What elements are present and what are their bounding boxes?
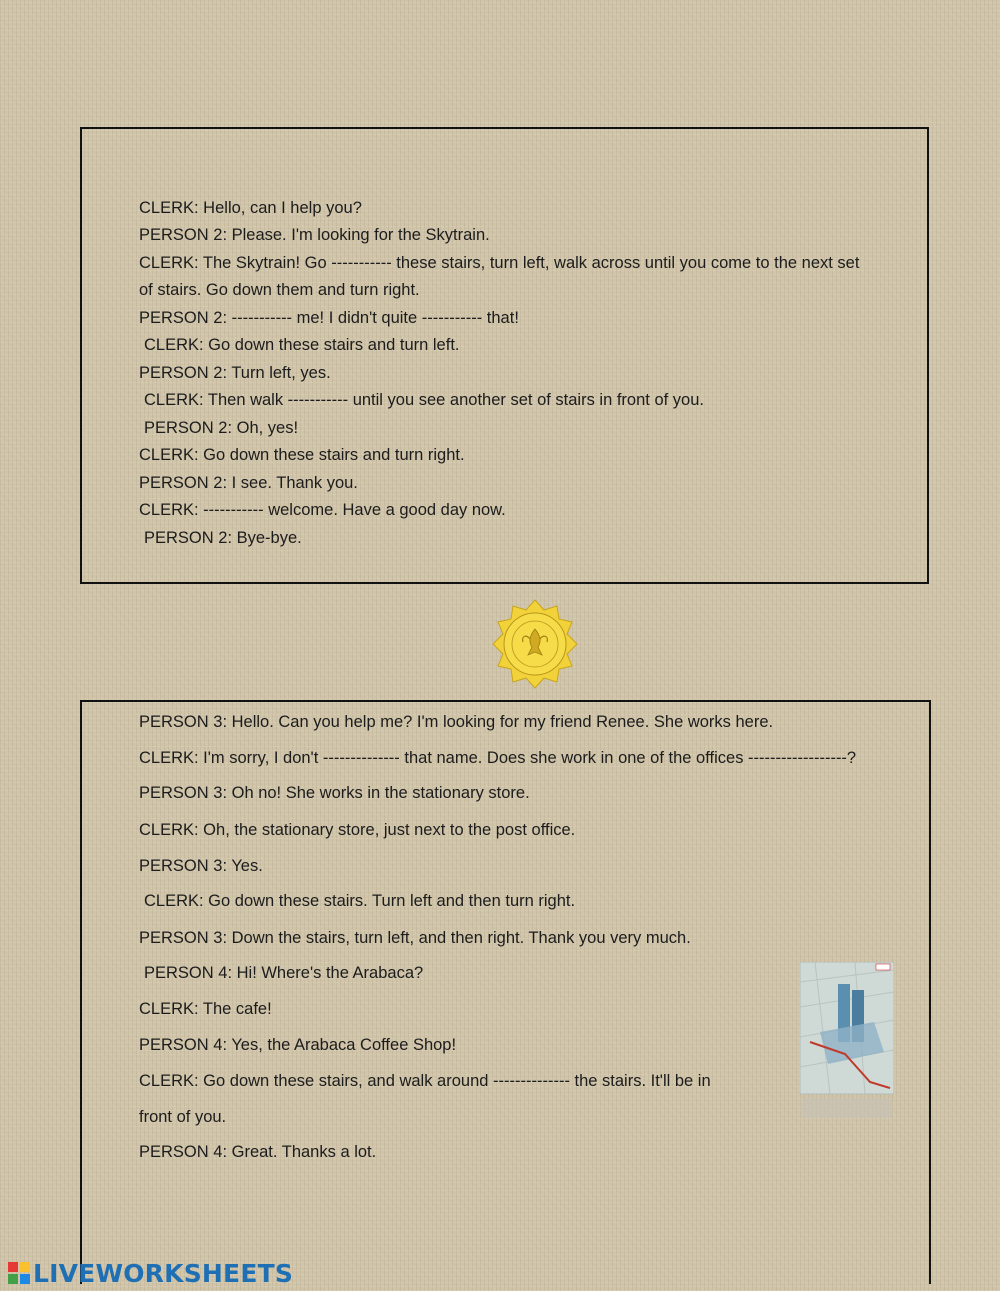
dialogue-line: PERSON 2: Bye-bye.: [144, 529, 302, 547]
liveworksheets-logo: [8, 1258, 293, 1288]
dialogue-line: PERSON 4: Hi! Where's the Arabaca?: [144, 964, 424, 982]
logo-text: LIVEWORKSHEETS: [33, 1258, 294, 1288]
dialogue-line: CLERK: Hello, can I help you?: [139, 199, 362, 217]
dialogue-line: PERSON 3: Oh no! She works in the stationary store.: [139, 784, 530, 802]
dialogue-line: CLERK: The Skytrain! Go ----------- these stairs, turn left, walk across until you come to the next set: [139, 254, 860, 272]
dialogue-line: CLERK: Go down these stairs and turn right.: [139, 446, 465, 464]
building-map-thumbnail-icon: [800, 962, 894, 1122]
dialogue-line: PERSON 4: Great. Thanks a lot.: [139, 1143, 377, 1161]
yellow-seal-emblem-icon: [484, 598, 586, 690]
dialogue-line: PERSON 2: ----------- me! I didn't quite ----------- that!: [139, 309, 519, 327]
dialogue-line: PERSON 2: I see. Thank you.: [139, 474, 358, 492]
dialogue-line: front of you.: [139, 1108, 227, 1126]
dialogue-line: PERSON 2: Oh, yes!: [144, 419, 299, 437]
dialogue-line: CLERK: Go down these stairs and turn left.: [144, 336, 460, 354]
dialogue-line: CLERK: Oh, the stationary store, just next to the post office.: [139, 821, 576, 839]
dialogue-line: PERSON 2: Turn left, yes.: [139, 364, 331, 382]
dialogue-line: PERSON 4: Yes, the Arabaca Coffee Shop!: [139, 1036, 457, 1054]
dialogue-line: CLERK: ----------- welcome. Have a good day now.: [139, 501, 506, 519]
dialogue-line: PERSON 3: Yes.: [139, 857, 263, 875]
dialogue-line: CLERK: I'm sorry, I don't -------------- that name. Does she work in one of the offices ------------------?: [139, 749, 857, 767]
dialogue-line: CLERK: Go down these stairs, and walk around -------------- the stairs. It'll be in: [139, 1072, 711, 1090]
dialogue-line: PERSON 2: Please. I'm looking for the Skytrain.: [139, 226, 490, 244]
dialogue-line: PERSON 3: Hello. Can you help me? I'm looking for my friend Renee. She works here.: [139, 713, 774, 731]
dialogue-line: CLERK: Go down these stairs. Turn left and then turn right.: [144, 892, 576, 910]
liveworksheets-logo-icon: [8, 1262, 30, 1284]
dialogue-box-1: [80, 127, 929, 584]
dialogue-line: CLERK: The cafe!: [139, 1000, 272, 1018]
dialogue-line: CLERK: Then walk ----------- until you see another set of stairs in front of you.: [144, 391, 704, 409]
dialogue-line: of stairs. Go down them and turn right.: [139, 281, 420, 299]
dialogue-line: PERSON 3: Down the stairs, turn left, and then right. Thank you very much.: [139, 929, 691, 947]
